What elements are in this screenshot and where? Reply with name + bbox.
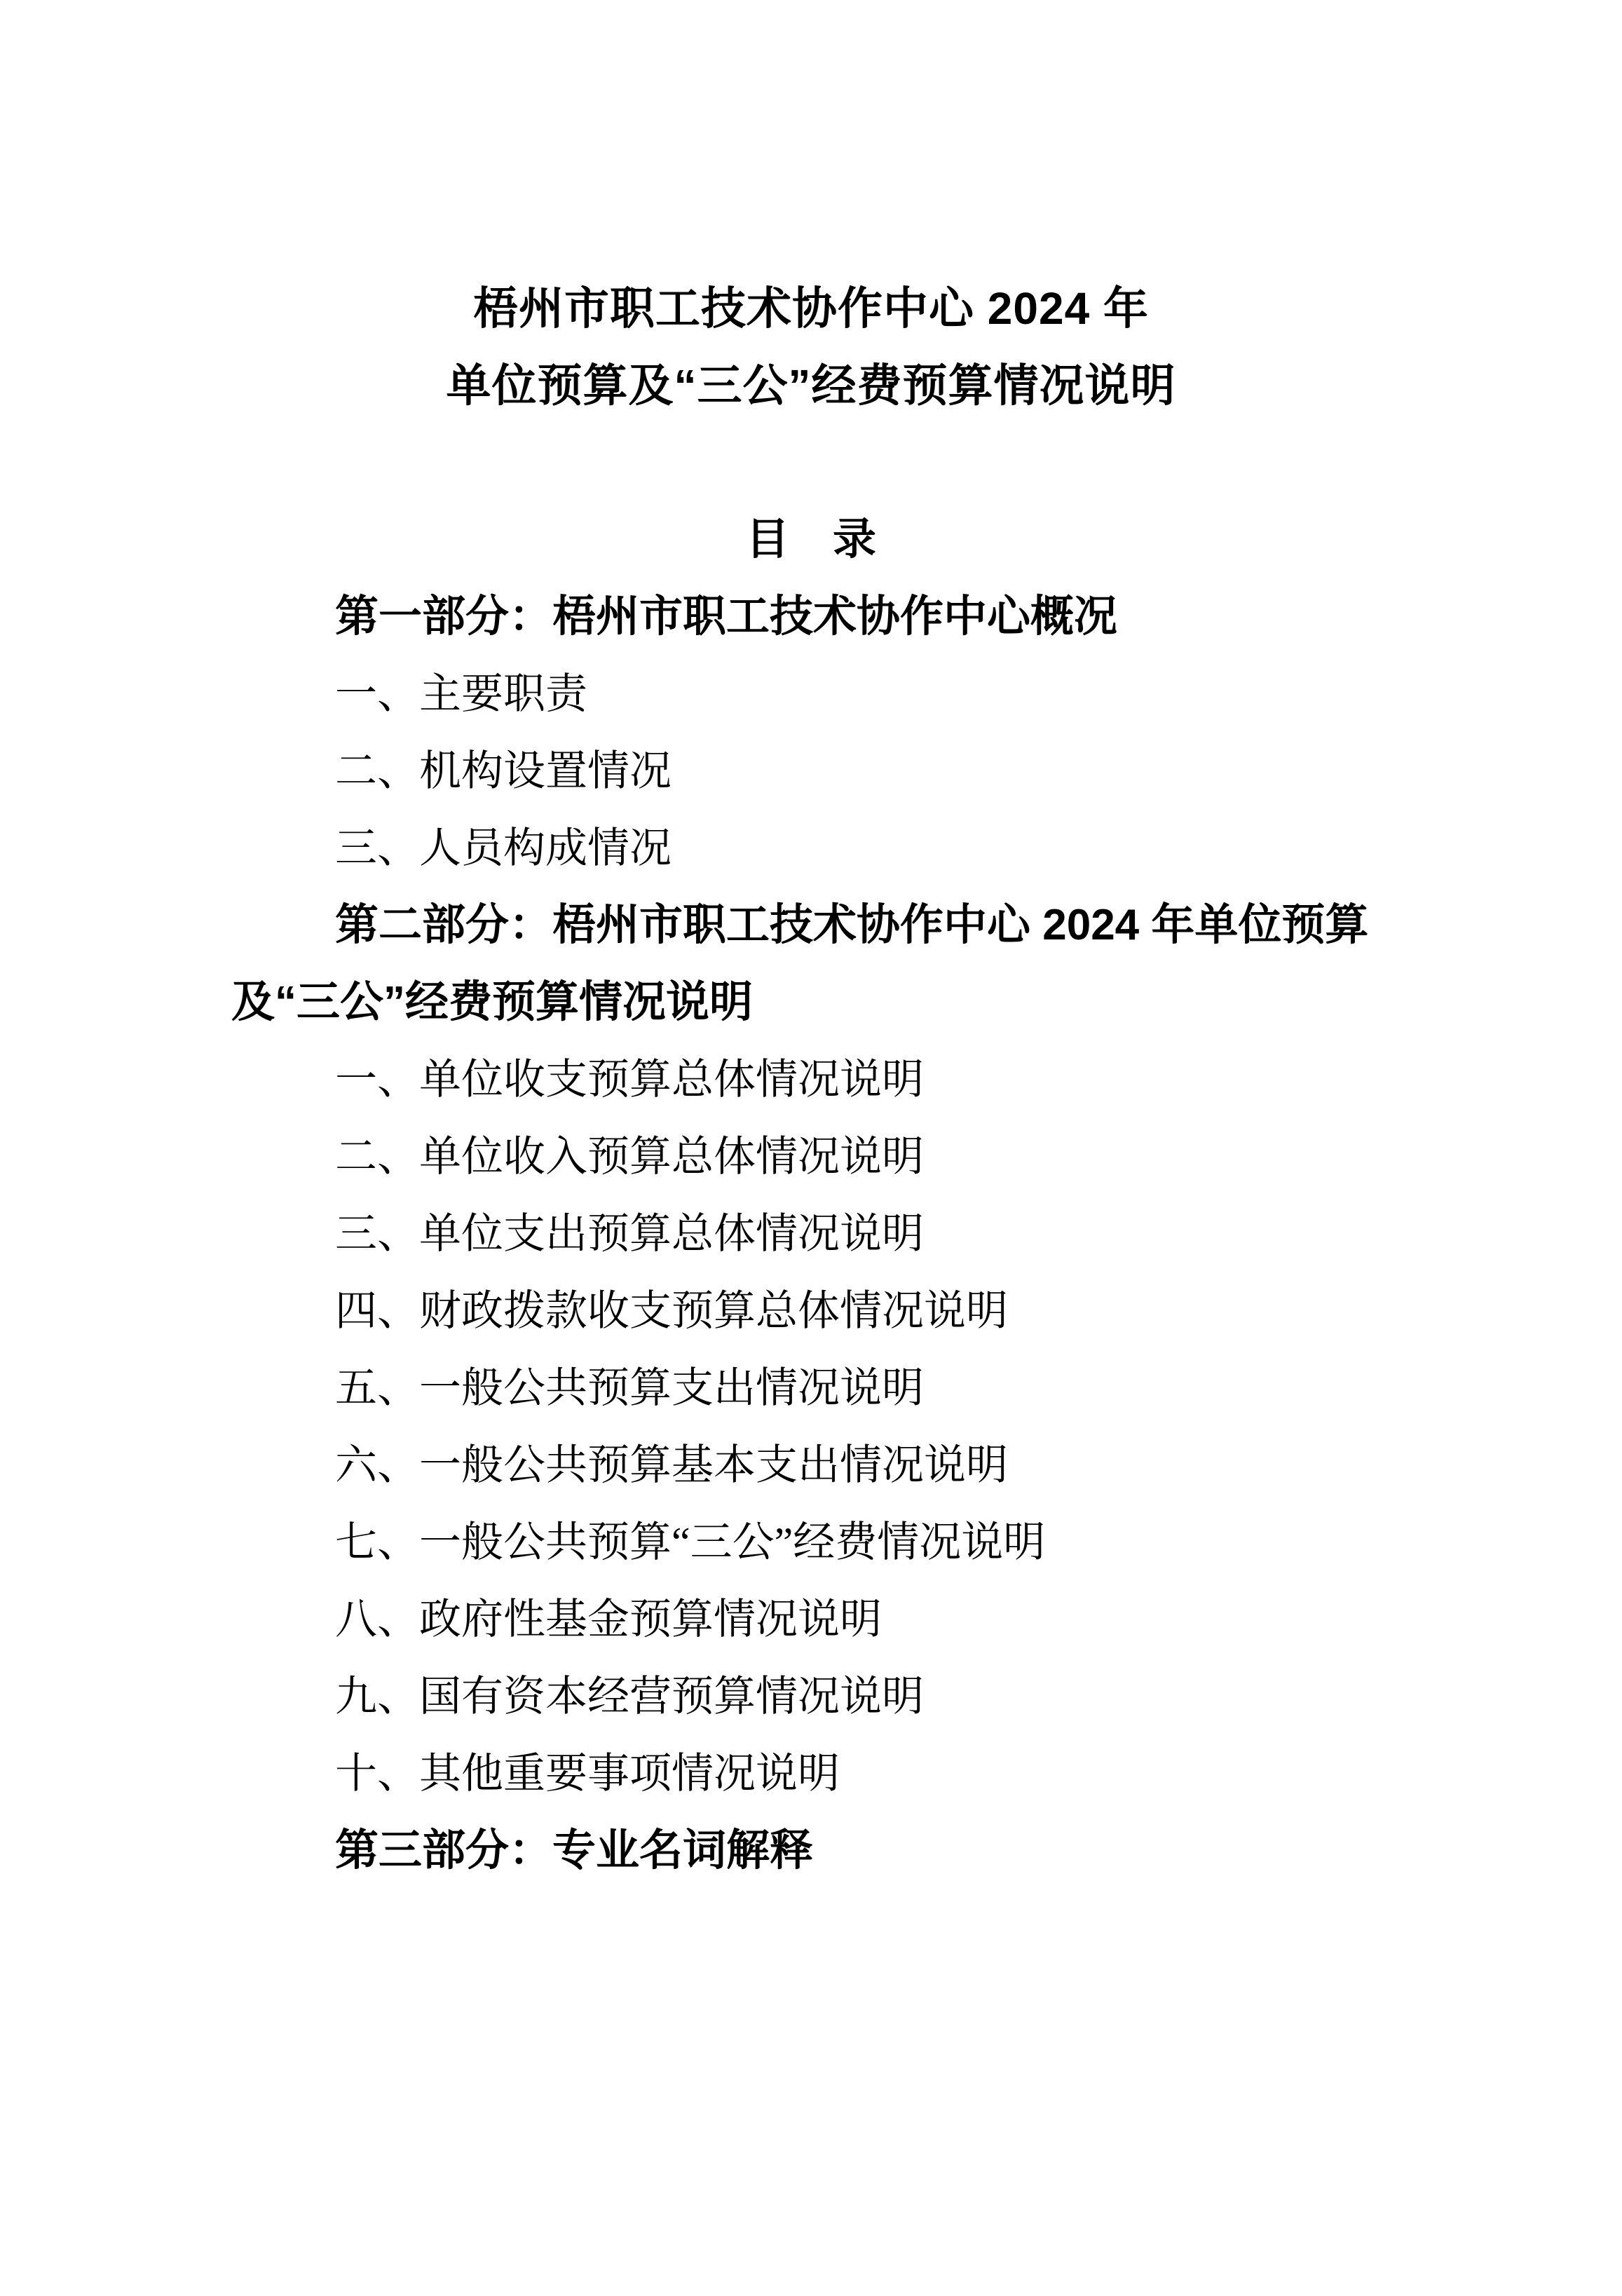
toc-line-item-10: 五、一般公共预算支出情况说明 (335, 1365, 924, 1411)
top-margin (231, 0, 1391, 270)
toc-line-part: 第二部分：梧州市职工技术协作中心 2024 年单位预算 (335, 901, 1369, 949)
toc-line-item-3: 三、人员构成情况 (335, 825, 672, 871)
toc-line-item-12: 七、一般公共预算“三公”经费情况说明 (335, 1519, 1046, 1565)
toc-line-item-7: 二、单位收入预算总体情况说明 (335, 1134, 924, 1180)
toc-line-item-15: 十、其他重要事项情况说明 (335, 1751, 840, 1797)
toc-line-item-8: 三、单位支出预算总体情况说明 (335, 1211, 924, 1257)
title-toc-gap (231, 424, 1391, 501)
toc-line-part: 第三部分：专业名词解释 (335, 1826, 814, 1875)
page-content (231, 0, 1391, 2296)
toc-line-item-14: 九、国有资本经营预算情况说明 (335, 1673, 924, 1720)
toc-list (231, 578, 1391, 1889)
toc-line-part-cont: 及“三公”经费预算情况说明 (231, 978, 754, 1026)
toc-line-item-11: 六、一般公共预算基本支出情况说明 (335, 1442, 1008, 1488)
toc-line-item-13: 八、政府性基金预算情况说明 (335, 1596, 882, 1643)
toc-line-item-1: 一、主要职责 (335, 671, 587, 717)
toc-line-item-6: 一、单位收支预算总体情况说明 (335, 1057, 924, 1103)
toc-line-part: 第一部分：梧州市职工技术协作中心概况 (335, 592, 1118, 641)
toc-line-item-9: 四、财政拨款收支预算总体情况说明 (335, 1288, 1008, 1334)
document-title-line-1: 梧州市职工技术协作中心 2024 年 (473, 283, 1149, 334)
document-title-line-2: 单位预算及“三公”经费预算情况说明 (446, 360, 1176, 411)
toc-line-item-2: 二、机构设置情况 (335, 748, 672, 794)
toc-heading: 目 录 (745, 515, 876, 564)
